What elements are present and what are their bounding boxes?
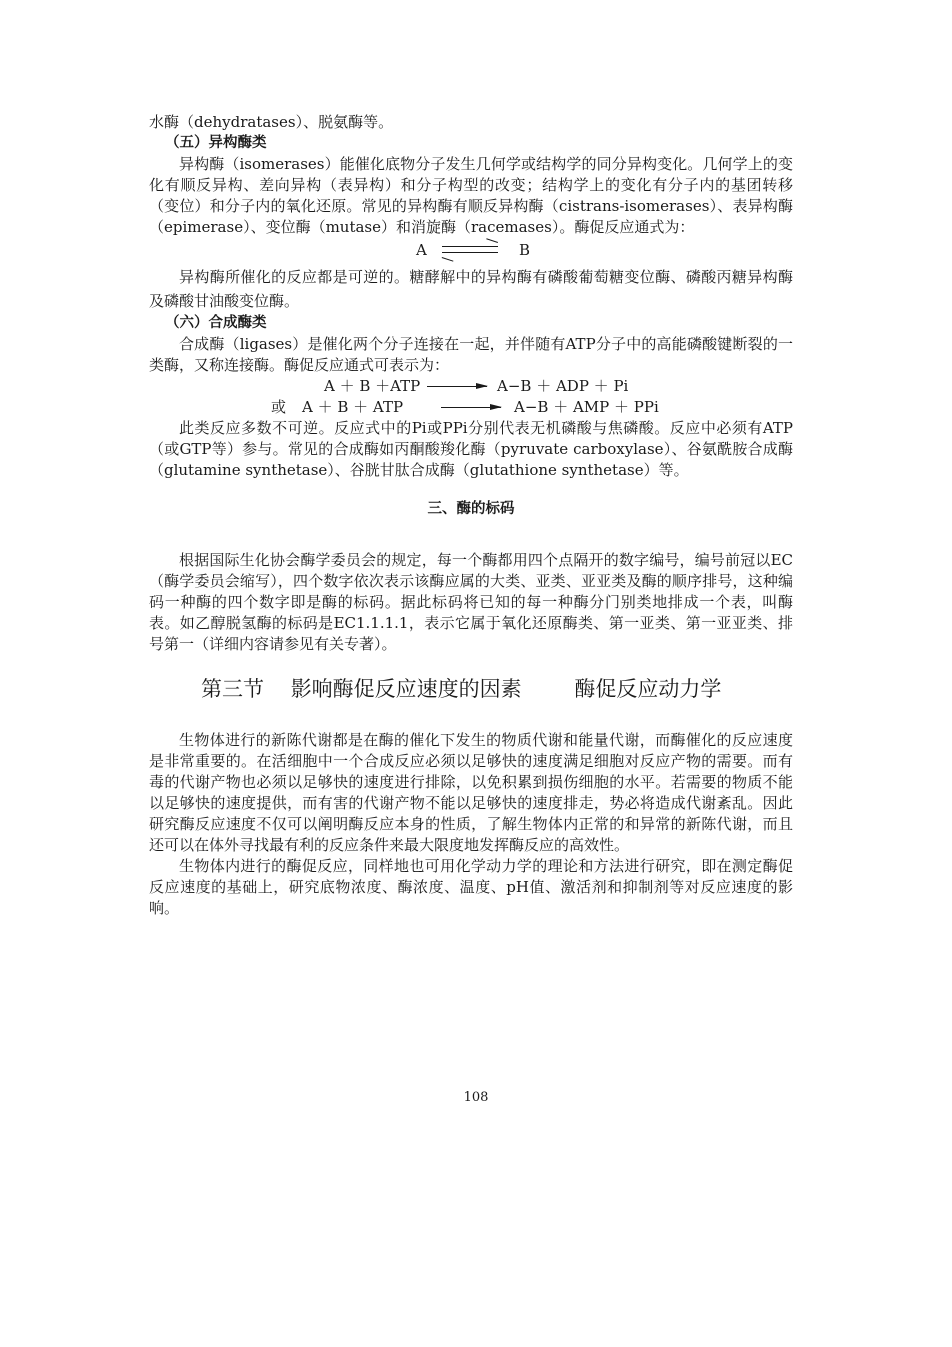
paragraph-ligase-note: 此类反应多数不可逆。反应式中的Pi或PPi分别代表无机磷酸与焦磷酸。反应中必须有ATP（或GTP等）参与。常见的合成酶如丙酮酸羧化酶（pyruvate carboxylase）、谷氨酰胺合成酶（glutamine synthetase）、谷胱甘肽合成酶（glutathione synthetase）等。 (149, 419, 793, 479)
paragraph-isomer-reversible: 异构酶所催化的反应都是可逆的。糖酵解中的异构酶有磷酸葡萄糖变位酶、磷酸丙糖异构酶及磷酸甘油酸变位酶。 (149, 268, 793, 310)
right-arrow-icon (441, 407, 501, 408)
paragraph-metabolism: 生物体进行的新陈代谢都是在酶的催化下发生的物质代谢和能量代谢，而酶催化的反应速度是非常重要的。在活细胞中一个合成反应必须以足够快的速度满足细胞对反应产物的需要。而有毒的代谢产物也必须以足够快的速度进行排除，以免积累到损伤细胞的水平。若需要的物质不能以足够快的速度提供，而有害的代谢产物不能以足够快的速度排走，势必将造成代谢紊乱。因此研究酶反应速度不仅可以阐明酶反应本身的性质，了解生物体内正常的和异常的新陈代谢，而且还可以在体外寻找最有利的反应条件来最大限度地发挥酶反应的高效性。 (149, 731, 793, 854)
subheading-isomerases: （五）异构酶类 (165, 135, 267, 151)
chapter-title-sub: 酶促反应动力学 (574, 677, 722, 701)
equation-ligase-1 (149, 376, 793, 397)
equation-ligase-2 (149, 397, 793, 418)
equation-ligase-2-or: 或 (271, 398, 287, 416)
page-body (149, 112, 793, 919)
equation-isomer (149, 240, 793, 261)
paragraph-continued: 水酶（dehydratases）、脱氨酶等。 (149, 113, 394, 131)
equation-ligase-2-left: A ＋ B ＋ ATP (302, 398, 404, 416)
chapter-number: 第三节 (201, 677, 264, 701)
page-number: 108 (463, 1090, 489, 1105)
paragraph-ligases: 合成酶（ligases）是催化两个分子连接在一起，并伴随有ATP分子中的高能磷酸键断裂的一类酶，又称连接酶。酶促反应通式可表示为： (149, 335, 793, 374)
right-arrow-icon (427, 386, 487, 387)
equation-isomer-b: B (519, 241, 531, 259)
chapter-title-main: 影响酶促反应速度的因素 (290, 677, 522, 701)
equation-ligase-2-right: A−B ＋ AMP ＋ PPi (514, 398, 659, 416)
reversible-arrow-icon (442, 243, 498, 255)
chapter-title (149, 675, 793, 703)
paragraph-kinetics: 生物体内进行的酶促反应，同样地也可用化学动力学的理论和方法进行研究，即在测定酶促反应速度的基础上，研究底物浓度、酶浓度、温度、pH值、激活剂和抑制剂等对反应速度的影响。 (149, 857, 793, 917)
subheading-ligases: （六）合成酶类 (165, 315, 267, 331)
section-heading-enzyme-code: 三、酶的标码 (427, 501, 515, 517)
equation-ligase-1-left: A ＋ B ＋ATP (324, 377, 421, 395)
equation-ligase-1-right: A−B ＋ ADP ＋ Pi (497, 377, 629, 395)
paragraph-isomerases: 异构酶（isomerases）能催化底物分子发生几何学或结构学的同分异构变化。几何学上的变化有顺反异构、差向异构（表异构）和分子构型的改变；结构学上的变化有分子内的基团转移（变位）和分子内的氧化还原。常见的异构酶有顺反异构酶（cistrans-isomerases）、表异构酶（epimerase）、变位酶（mutase）和消旋酶（racemases）。酶促反应通式为： (149, 155, 793, 236)
equation-isomer-a: A (416, 241, 427, 259)
paragraph-ec-number: 根据国际生化协会酶学委员会的规定，每一个酶都用四个点隔开的数字编号，编号前冠以EC（酶学委员会缩写），四个数字依次表示该酶应属的大类、亚类、亚亚类及酶的顺序排号，这种编码一种酶的四个数字即是酶的标码。据此标码将已知的每一种酶分门别类地排成一个表，叫酶表。如乙醇脱氢酶的标码是EC1.1.1.1，表示它属于氧化还原酶类、第一亚类、第一亚亚类、排号第一（详细内容请参见有关专著）。 (149, 551, 793, 653)
